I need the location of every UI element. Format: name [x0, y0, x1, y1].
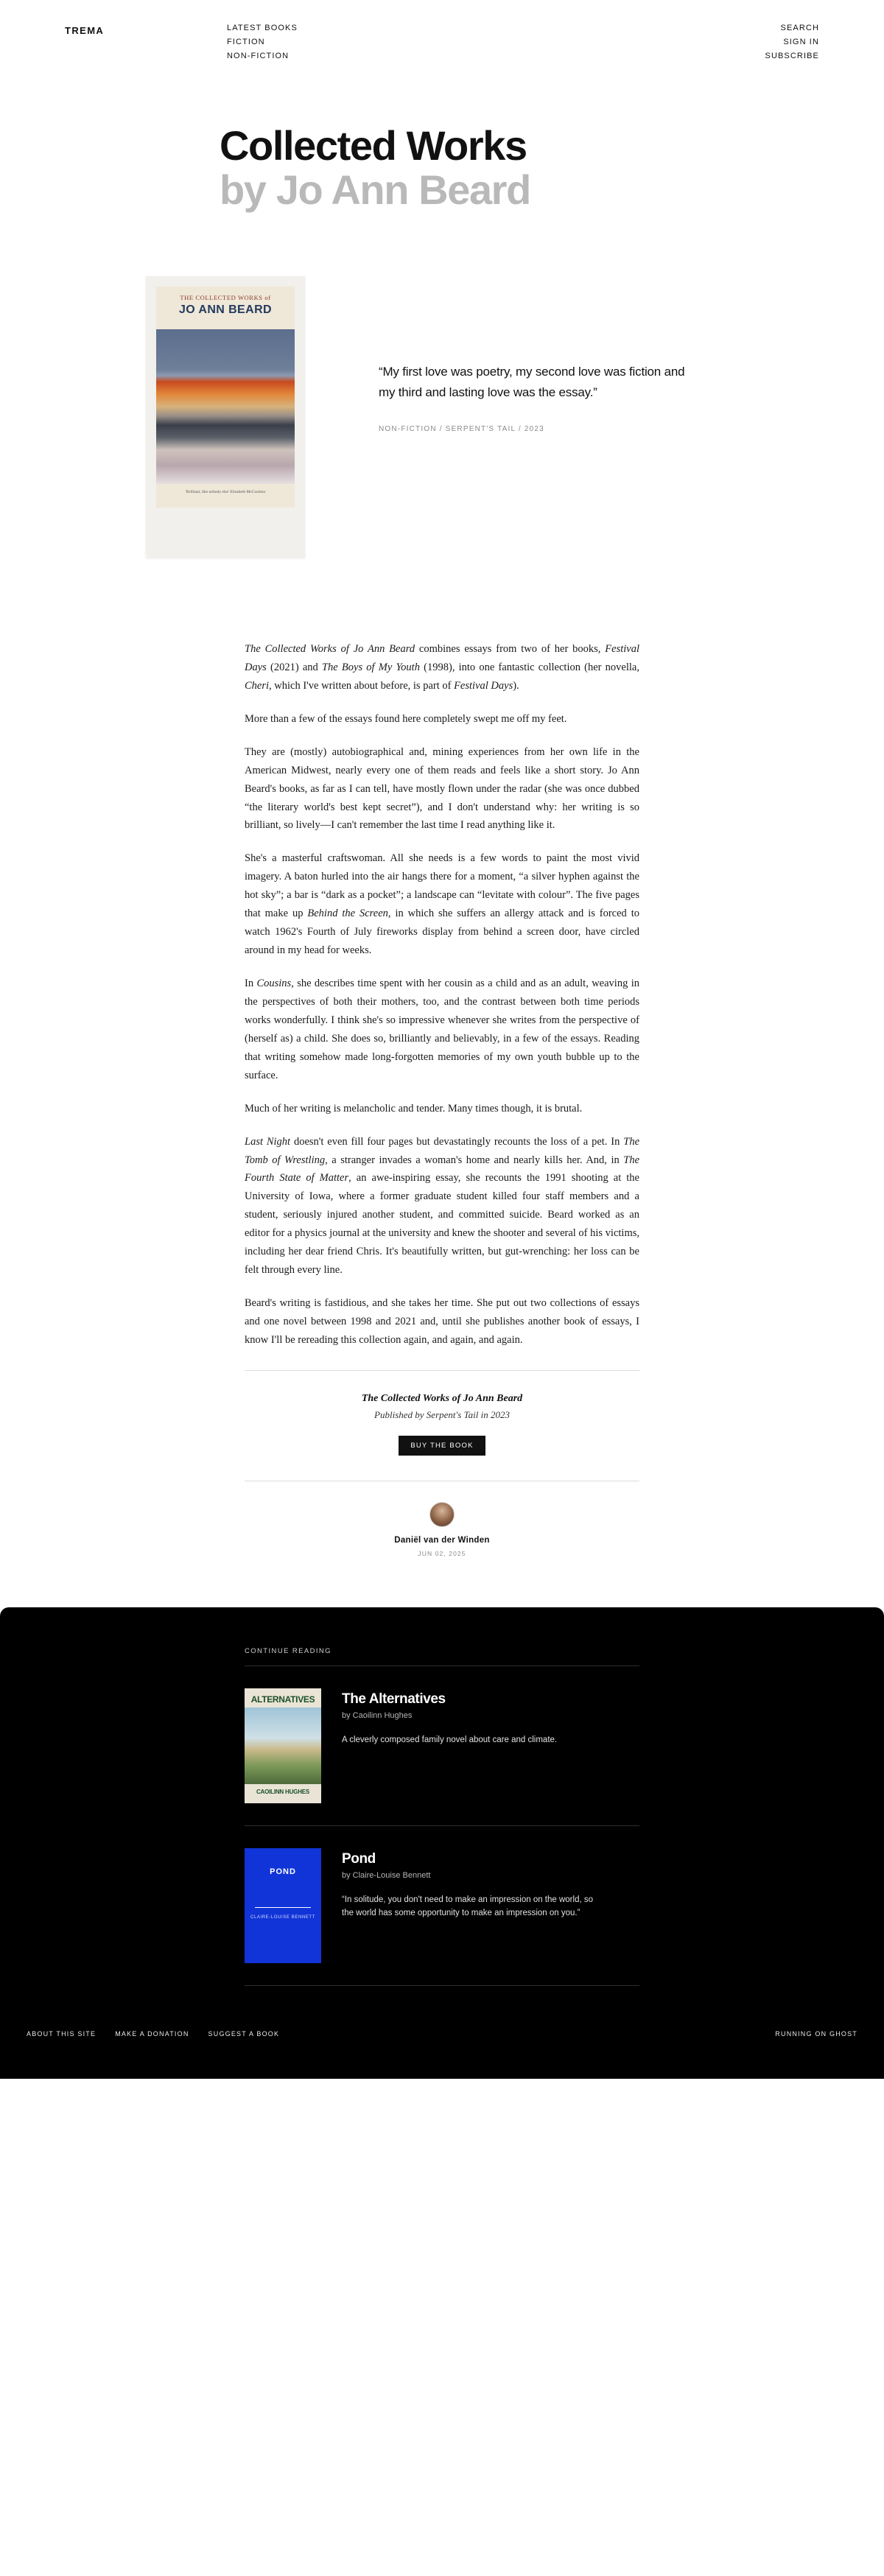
- cover-title: POND: [270, 1867, 296, 1876]
- footer-bar: [0, 2030, 884, 2057]
- buy-the-book-button[interactable]: BUY THE BOOK: [399, 1436, 485, 1456]
- book-meta: NON-FICTION / SERPENT'S TAIL / 2023: [379, 425, 544, 434]
- book-cover-image: [156, 287, 295, 508]
- cover-artwork: [245, 1708, 321, 1784]
- primary-nav: [227, 24, 684, 60]
- hero-text: [379, 276, 688, 558]
- article-paragraph: They are (mostly) autobiographical and, mining experiences from her own life in the American Midwest, nearly every one of them reads and feels like a short story. Jo Ann Beard's books, as far as I can tell, have mostly flown under the radar (she was once dubbed “the literary world's best kept secret”), and I don't understand why: her writing is so brilliant, so lively—I can't remember the last time I read anything like it.: [245, 745, 639, 832]
- article-paragraph: Beard's writing is fastidious, and she takes her time. She put out two collections of essays and one novel between 1998 and 2021 and, until she publishes another book of essays, I know I'll be rereading this collection again, and again, and again.: [245, 1297, 639, 1346]
- recommendation-body: [342, 1848, 607, 1963]
- nav-item-subscribe[interactable]: SUBSCRIBE: [765, 52, 819, 60]
- book-cover-series-line: THE COLLECTED WORKS of: [180, 293, 271, 301]
- recommendation-body: [342, 1688, 557, 1803]
- article-paragraph: Much of her writing is melancholic and tender. Many times though, it is brutal.: [245, 1102, 583, 1115]
- footer-links: [27, 2030, 775, 2038]
- publish-date: JUN 02, 2025: [418, 1549, 466, 1557]
- article-body: [245, 640, 639, 1350]
- hero-section: [0, 213, 884, 558]
- recommendation-title[interactable]: Pond: [342, 1850, 376, 1867]
- nav-item-non-fiction[interactable]: NON-FICTION: [227, 52, 290, 60]
- footer-section: [0, 1607, 884, 2079]
- brand-logo[interactable]: TREMA: [65, 25, 105, 36]
- footer-link-about-this-site[interactable]: ABOUT THIS SITE: [27, 2029, 97, 2038]
- page-title: [0, 88, 884, 213]
- continue-reading-label: CONTINUE READING: [245, 1647, 639, 1666]
- article-paragraph: The Collected Works of Jo Ann Beard combines essays from two of her books, Festival Days (2021) and The Boys of My Youth (1998), into one fantastic collection (her novella, Cheri, which I've written about before, is part of Festival Days).: [245, 642, 639, 692]
- article-paragraph: More than a few of the essays found here completely swept me off my feet.: [245, 712, 567, 725]
- book-cover-the-alternatives[interactable]: [245, 1688, 321, 1803]
- cover-title: ALTERNATIVES: [250, 1694, 315, 1705]
- author-name[interactable]: Daniël van der Winden: [394, 1535, 490, 1545]
- recommendation-author: by Claire-Louise Bennett: [342, 1870, 431, 1880]
- page-title-main: Collected Works: [220, 122, 527, 169]
- recommendation-description: A cleverly composed family novel about care and climate.: [342, 1735, 558, 1744]
- article-paragraph: In Cousins, she describes time spent with her cousin as a child and as an adult, weaving in the perspectives of both their mothers, too, and the contrast between both time periods works wonderfully. I think she's so impressive whenever she writes from the perspective of (herself as) a child. She does so, brilliantly and believably, in a few of the essays. Reading that writing somehow made long-forgotten memories of my own youth bubble up to the surface.: [245, 978, 639, 1081]
- book-cover-pond[interactable]: [245, 1848, 321, 1963]
- secondary-nav: [684, 24, 819, 60]
- book-footer-title: The Collected Works of Jo Ann Beard: [361, 1392, 523, 1404]
- site-header: [0, 0, 884, 88]
- recommendation-description: “In solitude, you don't need to make an impression on the world, so the world has some opportunity to make an impression on you.”: [342, 1895, 594, 1918]
- author-byline: [245, 1481, 639, 1557]
- list-item[interactable]: [245, 1666, 639, 1826]
- recommendation-author: by Caoilinn Hughes: [342, 1710, 413, 1720]
- book-cover-blurb: 'Brilliant, like nobody else' Elizabeth McCracken: [156, 484, 295, 508]
- recommendation-title[interactable]: The Alternatives: [342, 1691, 446, 1707]
- book-footer-publisher: Published by Serpent's Tail in 2023: [374, 1408, 510, 1420]
- footer-link-suggest-a-book[interactable]: SUGGEST A BOOK: [208, 2029, 280, 2038]
- cover-author: CLAIRE-LOUISE BENNETT: [250, 1915, 315, 1920]
- article-paragraph: Last Night doesn't even fill four pages but devastatingly recounts the loss of a pet. In The Tomb of Wrestling, a stranger invades a woman's home and nearly kills her. And, in The Fourth State of Matter, an awe-inspiring essay, she recounts the 1991 shooting at the University of Iowa, where a former graduate student killed four staff members and a student, seriously injured another student, and committed suicide. Beard worked as an editor for a physics journal at the university and knew the shooter and several of his victims, including her dear friend Chris. It's beautifully written, but gut-wrenching: her loss can be felt through every line.: [245, 1135, 640, 1277]
- footer-credit[interactable]: RUNNING ON GHOST: [775, 2029, 857, 2038]
- cover-author: CAOILINN HUGHES: [256, 1788, 310, 1795]
- nav-item-sign-in[interactable]: SIGN IN: [783, 38, 819, 46]
- book-footer: [245, 1371, 639, 1456]
- book-cover-artwork: [156, 329, 295, 484]
- book-cover-header: [156, 287, 295, 329]
- page-title-subtitle: by Jo Ann Beard: [220, 166, 530, 214]
- book-cover-frame: [146, 276, 305, 558]
- avatar: [429, 1502, 455, 1527]
- footer-link-make-a-donation[interactable]: MAKE A DONATION: [115, 2029, 189, 2038]
- list-item[interactable]: [245, 1826, 639, 1986]
- nav-item-search[interactable]: SEARCH: [780, 24, 819, 32]
- nav-item-fiction[interactable]: FICTION: [227, 38, 265, 46]
- cover-divider: [255, 1907, 311, 1908]
- pull-quote: “My first love was poetry, my second love was fiction and my third and lasting love was the essay.”: [379, 364, 685, 399]
- article-paragraph: She's a masterful craftswoman. All she needs is a few words to paint the most vivid imagery. A baton hurled into the air hangs there for a moment, “a silver hyphen against the hot sky”; a bar is “dark as a pocket”; a landscape can “levitate with colour”. The five pages that make up Behind the Screen, in which she suffers an allergy attack and is forced to watch 1962's Fourth of July fireworks display from behind a screen door, have circled around in my head for weeks.: [245, 852, 639, 957]
- nav-item-latest-books[interactable]: LATEST BOOKS: [227, 24, 298, 32]
- book-cover-author-line: JO ANN BEARD: [179, 303, 272, 316]
